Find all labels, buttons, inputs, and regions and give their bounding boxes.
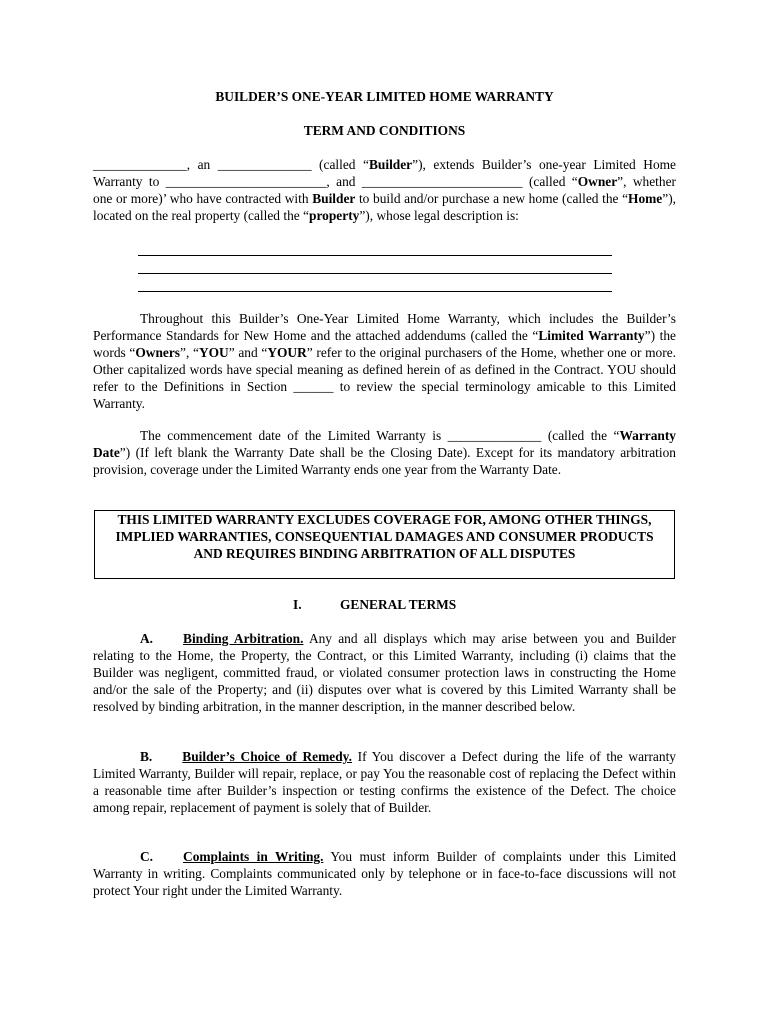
paragraph-text: If You discover a Defect during the life of the warranty Limited Warranty, Builder will repair, replace, or pay You the reasonable cost of replacing the Defect within a reasonable time after Builder’s inspection or testing confirms the existence of the Defect. The choice among repair, replacement of payment is solely that of Builder.: [93, 749, 676, 815]
commencement-paragraph: [93, 427, 676, 478]
paragraph-text: Throughout this Builder’s One-Year Limited Home Warranty, which includes the Builder’s Performance Standards for New Home and the attached addendums (called the “: [93, 311, 676, 343]
throughout-paragraph: [93, 310, 676, 412]
paragraph-text: ”, “: [180, 345, 199, 360]
defined-term-builder: Builder: [312, 191, 356, 206]
legal-description-lines: [138, 238, 612, 292]
exclusion-notice-box: THIS LIMITED WARRANTY EXCLUDES COVERAGE FOR, AMONG OTHER THINGS, IMPLIED WARRANTIES, CONSEQUENTIAL DAMAGES AND CONSUMER PRODUCTS AND REQUIRES BINDING ARBITRATION OF ALL DISPUTES: [94, 510, 675, 579]
paragraph-c: [93, 848, 676, 899]
paragraph-text: You must inform Builder of complaints under this Limited Warranty in writing. Complaints communicated only by telephone or in face-to-face discussions will not protect Your right under the Limited Warranty.: [93, 849, 676, 898]
paragraph-heading: Builder’s Choice of Remedy.: [182, 749, 352, 764]
paragraph-label: A.: [140, 631, 154, 646]
blank-line: [138, 256, 612, 274]
intro-text: ”), whose legal description is:: [359, 208, 519, 223]
defined-term-builder: Builder: [368, 157, 413, 172]
defined-term-owner: Owner: [577, 174, 618, 189]
paragraph-text: ” and “: [228, 345, 268, 360]
intro-text: ______________, an ______________ (called “: [93, 157, 369, 172]
intro-text: ”), extends Builder’s one-year Limited Home Warranty to ________________________, and ________________________ (called “: [93, 157, 676, 189]
blank-line: [138, 274, 612, 292]
section-title: GENERAL TERMS: [340, 597, 457, 612]
paragraph-label: B.: [140, 749, 153, 764]
paragraph-text: Any and all displays which may arise between you and Builder relating to the Home, the Property, the Contract, or this Limited Warranty, including (i) claims that the Builder was negligent, committed fraud, or violated consumer protection laws in constructing the Home and/or the sale of the Property; and (ii) disputes over what is covered by this Limited Warranty shall be resolved by binding arbitration, in the manner description, in the manner described below.: [93, 631, 676, 714]
defined-term-you: YOU: [198, 345, 229, 360]
paragraph-text: ”) the words “: [93, 328, 676, 360]
document-title: BUILDER’S ONE-YEAR LIMITED HOME WARRANTY: [215, 89, 554, 104]
document-subtitle: TERM AND CONDITIONS: [303, 123, 466, 138]
paragraph-text: ”) (If left blank the Warranty Date shall be the Closing Date). Except for its mandatory arbitration provision, coverage under the Limited Warranty ends one year from the Warranty Date.: [93, 445, 676, 477]
paragraph-heading: Binding Arbitration.: [183, 631, 304, 646]
paragraph-b: [93, 748, 676, 816]
intro-text: ”), located on the real property (called the “: [93, 191, 677, 223]
paragraph-label: C.: [140, 849, 154, 864]
defined-term-limited-warranty: Limited Warranty: [538, 328, 645, 343]
defined-term-property: property: [309, 208, 360, 223]
paragraph-heading: Complaints in Writing.: [183, 849, 324, 864]
section-number: I.: [293, 597, 302, 612]
defined-term-warranty-date: Warranty Date: [93, 428, 676, 460]
intro-text: to build and/or purchase a new home (called the “: [355, 191, 629, 206]
paragraph-a: [93, 630, 676, 715]
paragraph-text: ” refer to the original purchasers of the Home, whether one or more. Other capitalized words have special meaning as defined herein of as defined in the Contract. YOU should refer to the Definitions in Section ______ to review the special terminology amicable to this Limited Warranty.: [93, 345, 677, 411]
defined-term-home: Home: [628, 191, 663, 206]
intro-paragraph: [93, 156, 676, 224]
intro-text: ”, whether one or more)’ who have contracted with: [93, 174, 676, 206]
blank-line: [138, 238, 612, 256]
paragraph-text: The commencement date of the Limited Warranty is ______________ (called the “: [140, 428, 620, 443]
defined-term-your: YOUR: [267, 345, 307, 360]
defined-term-owners: Owners: [135, 345, 181, 360]
